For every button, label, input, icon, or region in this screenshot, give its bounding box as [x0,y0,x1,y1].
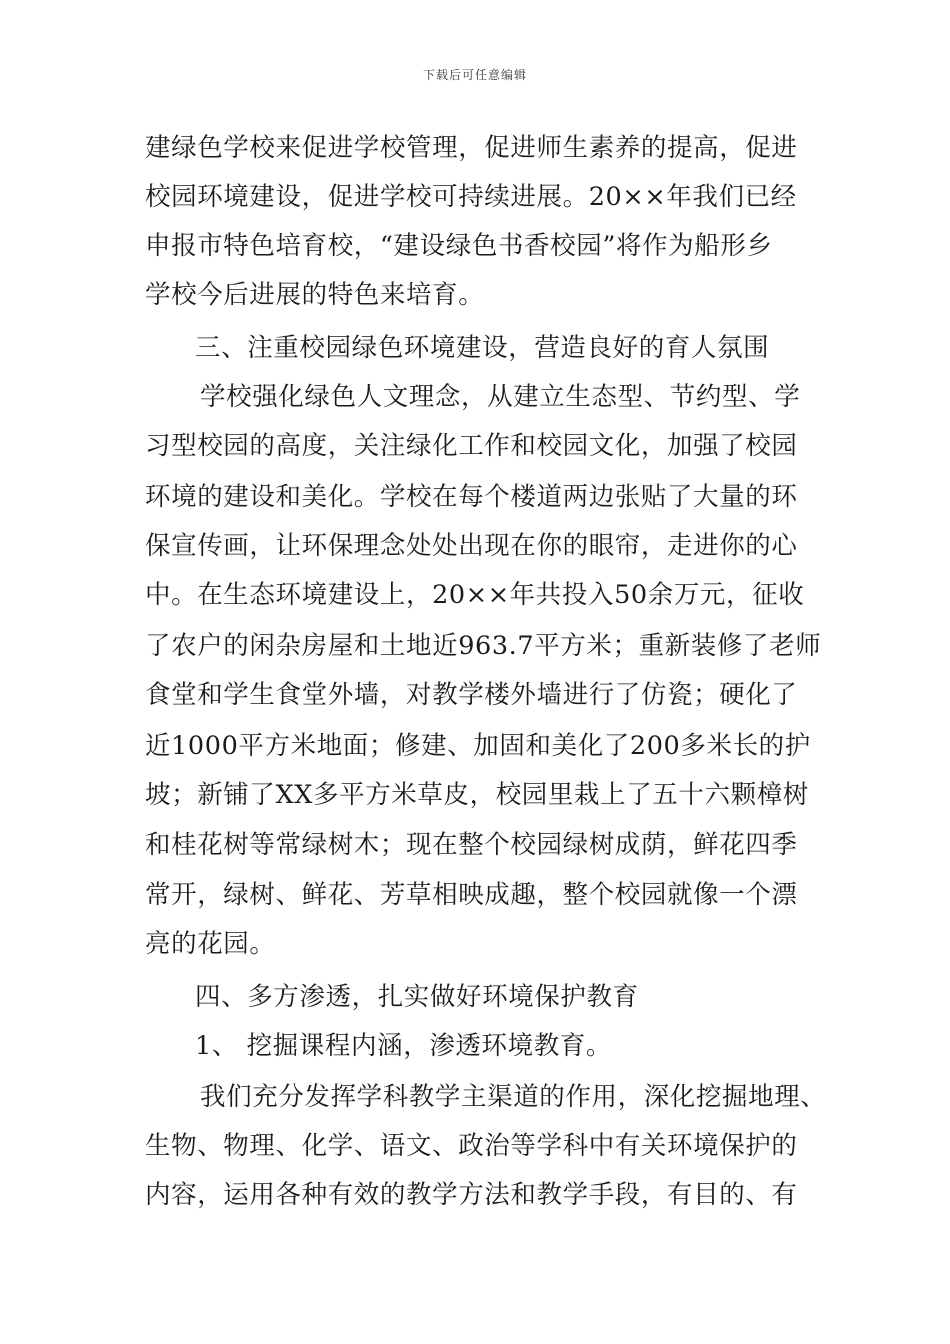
body-line: 近1000平方米地面；修建、加固和美化了200多米长的护 [145,731,811,761]
subsection-heading: 1、 挖掘课程内涵，渗透环境教育。 [195,1031,613,1061]
body-line: 申报市特色培育校，“建设绿色书香校园”将作为船形乡 [145,231,773,261]
body-line: 保宣传画，让环保理念处处出现在你的眼帘，走进你的心 [145,531,798,561]
body-line: 学校今后进展的特色来培育。 [145,280,485,310]
body-line: 常开，绿树、鲜花、芳草相映成趣，整个校园就像一个漂 [145,880,798,910]
section-heading: 四、多方渗透，扎实做好环境保护教育 [195,982,639,1012]
body-line: 内容，运用各种有效的教学方法和教学手段，有目的、有 [145,1180,798,1210]
body-line: 生物、物理、化学、语文、政治等学科中有关环境保护的 [145,1131,798,1161]
body-line: 校园环境建设，促进学校可持续进展。20××年我们已经 [145,182,797,212]
body-line: 环境的建设和美化。学校在每个楼道两边张贴了大量的环 [145,482,798,512]
body-line: 和桂花树等常绿树木；现在整个校园绿树成荫，鲜花四季 [145,830,798,860]
body-line: 我们充分发挥学科教学主渠道的作用，深化挖掘地理、 [200,1082,827,1112]
body-line: 亮的花园。 [145,929,276,959]
body-line: 中。在生态环境建设上，20××年共投入50余万元，征收 [145,580,805,610]
body-line: 学校强化绿色人文理念，从建立生态型、节约型、学 [200,382,801,412]
page-header-note: 下载后可任意编辑 [422,68,527,82]
body-line: 食堂和学生食堂外墙，对教学楼外墙进行了仿瓷；硬化了 [145,680,798,710]
body-line: 了农户的闲杂房屋和土地近963.7平方米；重新装修了老师 [145,631,822,661]
body-line: 坡；新铺了XX多平方米草皮，校园里栽上了五十六颗樟树 [145,780,809,810]
section-heading: 三、注重校园绿色环境建设，营造良好的育人氛围 [195,333,770,363]
body-line: 习型校园的高度，关注绿化工作和校园文化，加强了校园 [145,431,798,461]
body-line: 建绿色学校来促进学校管理，促进师生素养的提高，促进 [145,133,798,163]
